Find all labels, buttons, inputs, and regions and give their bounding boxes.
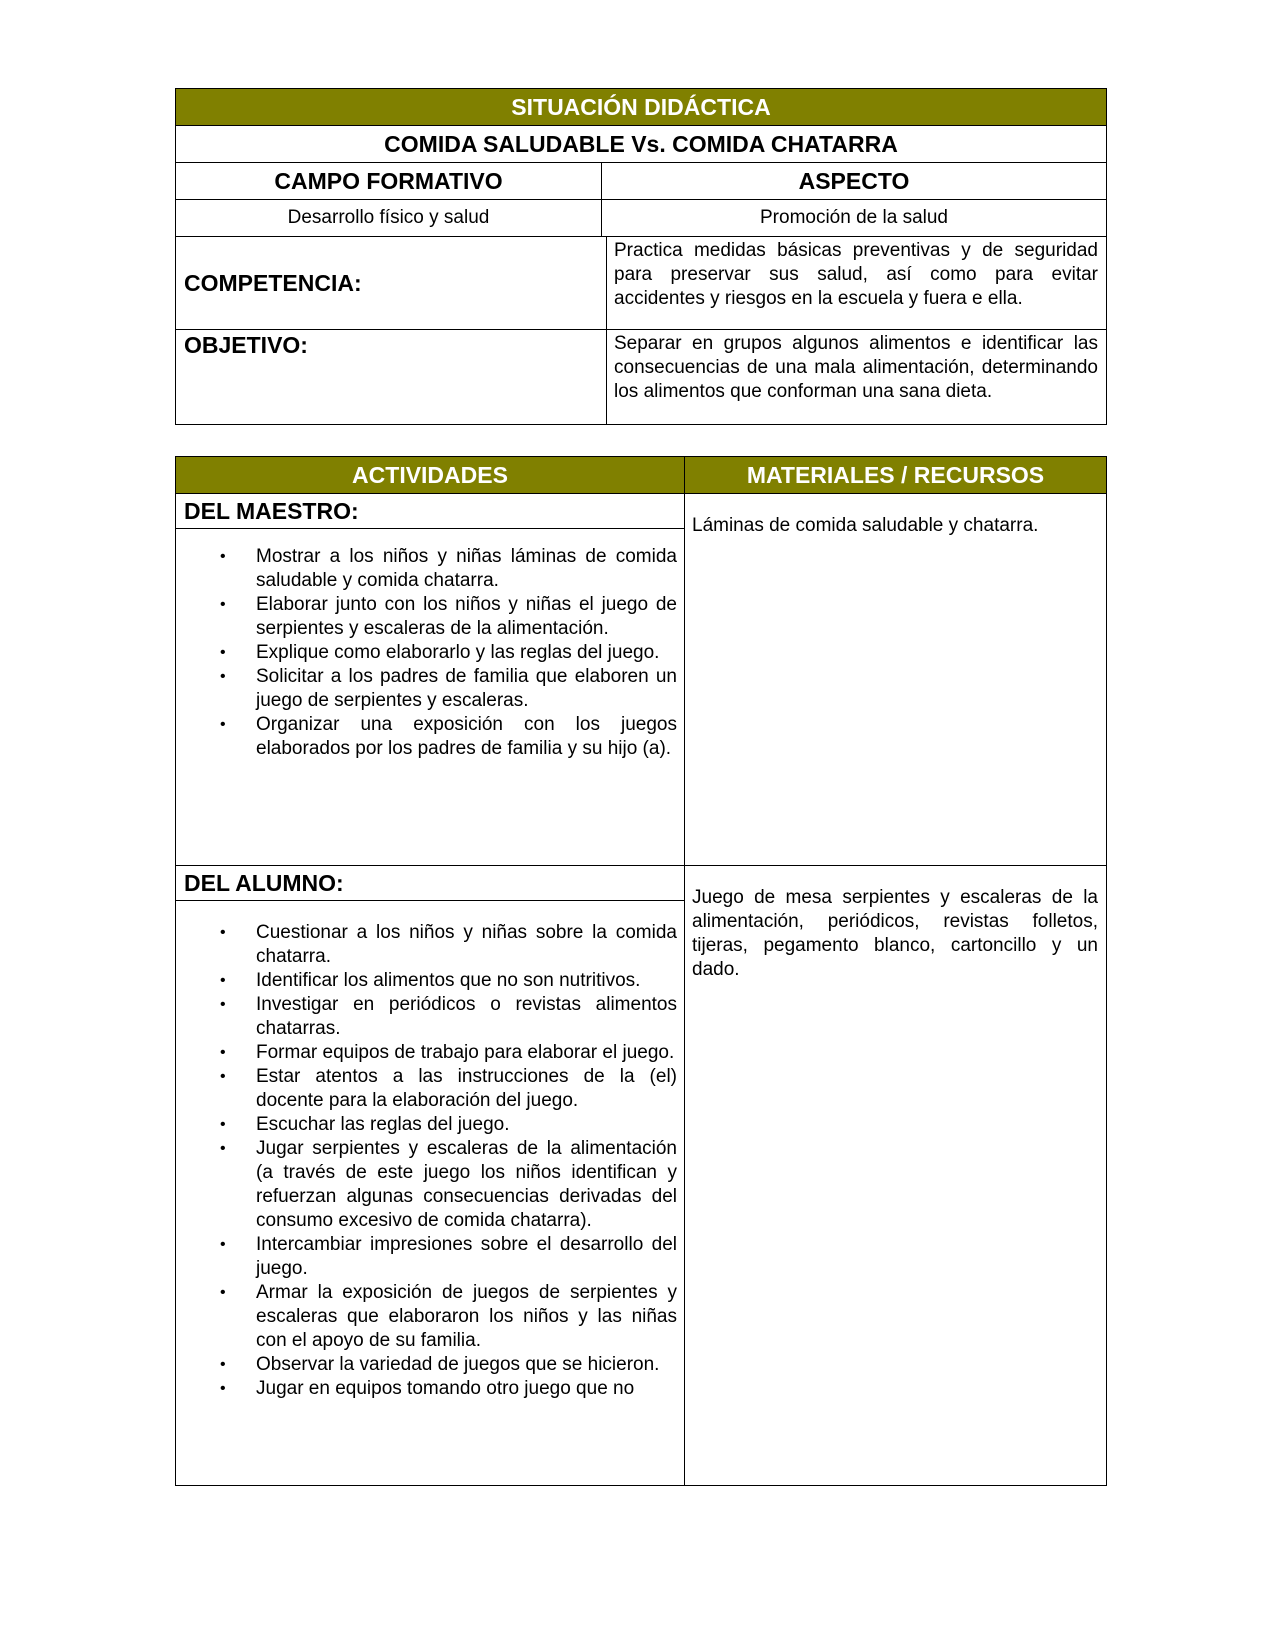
maestro-item: • Mostrar a los niños y niñas láminas de comida saludable y comida chatarra. — [256, 545, 684, 593]
alumno-item: • Cuestionar a los niños y niñas sobre la comida chatarra. — [256, 921, 684, 969]
situacion-subtitle: COMIDA SALUDABLE Vs. COMIDA CHATARRA — [176, 126, 1107, 163]
materiales-heading: MATERIALES / RECURSOS — [685, 457, 1107, 494]
alumno-item: • Estar atentos a las instrucciones de la (el) docente para la elaboración del juego. — [256, 1065, 684, 1113]
alumno-item: • Formar equipos de trabajo para elaborar el juego. — [256, 1041, 684, 1065]
actividades-table — [175, 456, 1107, 1486]
alumno-item: • Escuchar las reglas del juego. — [256, 1113, 684, 1137]
alumno-item: • Intercambiar impresiones sobre el desarrollo del juego. — [256, 1233, 684, 1281]
alumno-item: • Investigar en periódicos o revistas alimentos chatarras. — [256, 993, 684, 1041]
maestro-label: DEL MAESTRO: — [176, 494, 685, 529]
competencia-text: Practica medidas básicas preventivas y de seguridad para preservar sus salud, así como para evitar accidentes y riesgos en la escuela y fuera e ella. — [607, 237, 1107, 330]
objetivo-text: Separar en grupos algunos alimentos e identificar las consecuencias de una mala alimentación, determinando los alimentos que conforman una sana dieta. — [607, 330, 1107, 425]
situacion-title: SITUACIÓN DIDÁCTICA — [176, 89, 1107, 126]
alumno-materials: Juego de mesa serpientes y escaleras de la alimentación, periódicos, revistas folletos, tijeras, pegamento blanco, cartoncillo y un dado. — [692, 887, 1098, 980]
alumno-item: • Observar la variedad de juegos que se hicieron. — [256, 1353, 684, 1377]
aspecto-heading: ASPECTO — [602, 163, 1107, 200]
maestro-item: • Organizar una exposición con los juegos elaborados por los padres de familia y su hijo (a). — [256, 713, 684, 761]
maestro-item: • Solicitar a los padres de familia que elaboren un juego de serpientes y escaleras. — [256, 665, 684, 713]
aspecto-value: Promoción de la salud — [602, 200, 1107, 237]
campo-formativo-heading: CAMPO FORMATIVO — [176, 163, 602, 200]
alumno-label: DEL ALUMNO: — [176, 866, 685, 901]
maestro-item: • Explique como elaborarlo y las reglas del juego. — [256, 641, 684, 665]
alumno-activities-list — [176, 921, 684, 1401]
situacion-table — [175, 88, 1107, 425]
alumno-item: • Armar la exposición de juegos de serpientes y escaleras que elaboraron los niños y las niñas con el apoyo de su familia. — [256, 1281, 684, 1353]
campo-formativo-value: Desarrollo físico y salud — [176, 200, 602, 237]
alumno-item: • Identificar los alimentos que no son nutritivos. — [256, 969, 684, 993]
alumno-item: • Jugar en equipos tomando otro juego que no — [256, 1377, 684, 1401]
alumno-item: • Jugar serpientes y escaleras de la alimentación (a través de este juego los niños identifican y refuerzan algunas consecuencias derivadas del consumo excesivo de comida chatarra). — [256, 1137, 684, 1233]
maestro-item: • Elaborar junto con los niños y niñas el juego de serpientes y escaleras de la alimentación. — [256, 593, 684, 641]
maestro-activities-list — [176, 545, 684, 761]
objetivo-label: OBJETIVO: — [176, 330, 607, 425]
competencia-label: COMPETENCIA: — [176, 237, 607, 330]
actividades-heading: ACTIVIDADES — [176, 457, 685, 494]
maestro-materials: Láminas de comida saludable y chatarra. — [692, 515, 1039, 536]
